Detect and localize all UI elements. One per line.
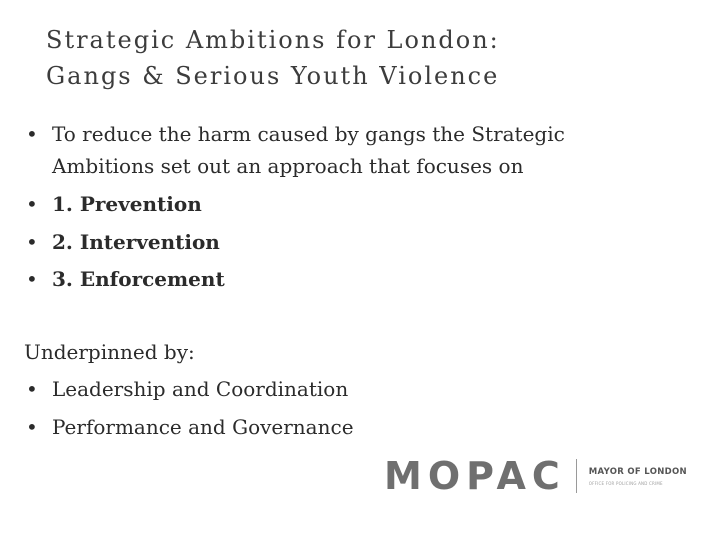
mopac-wordmark: MOPAC: [384, 454, 566, 498]
bullet-dot: •: [26, 192, 38, 216]
bullet-text: To reduce the harm caused by gangs the Strategic Ambitions set out an approach that focuses on: [52, 122, 565, 178]
bullet-item: [24, 224, 664, 262]
underpinned-item: [24, 409, 354, 447]
bullet-item: [24, 186, 664, 224]
mopac-logo: [384, 452, 694, 500]
bullet-dot: •: [26, 414, 38, 439]
logo-divider: [576, 459, 577, 493]
underpinned-item: [24, 371, 354, 409]
underpinned-item-text: Leadership and Coordination: [52, 377, 349, 401]
title-line-1: Strategic Ambitions for London:: [46, 26, 500, 54]
bullet-dot: •: [26, 122, 38, 146]
bullet-dot: •: [26, 229, 38, 254]
underpinned-item-text: Performance and Governance: [52, 414, 354, 439]
mayor-of-london-text: MAYOR OF LONDON: [588, 466, 687, 477]
mayor-of-london-mark: [589, 467, 687, 486]
bullet-item: [24, 261, 664, 299]
bullet-dot: •: [26, 267, 38, 291]
title-line-2: Gangs & Serious Youth Violence: [46, 62, 500, 90]
slide-title: [46, 22, 500, 94]
main-bullet-list: [24, 118, 664, 299]
underpinned-list: [24, 371, 354, 446]
logo-tagline: OFFICE FOR POLICING AND CRIME: [588, 480, 663, 486]
bullet-dot: •: [26, 377, 38, 401]
bullet-text: 3. Enforcement: [52, 267, 225, 291]
bullet-item: [24, 118, 664, 186]
bullet-text: 1. Prevention: [52, 192, 202, 216]
underpinned-heading: Underpinned by:: [24, 340, 195, 364]
bullet-text: 2. Intervention: [52, 229, 220, 254]
